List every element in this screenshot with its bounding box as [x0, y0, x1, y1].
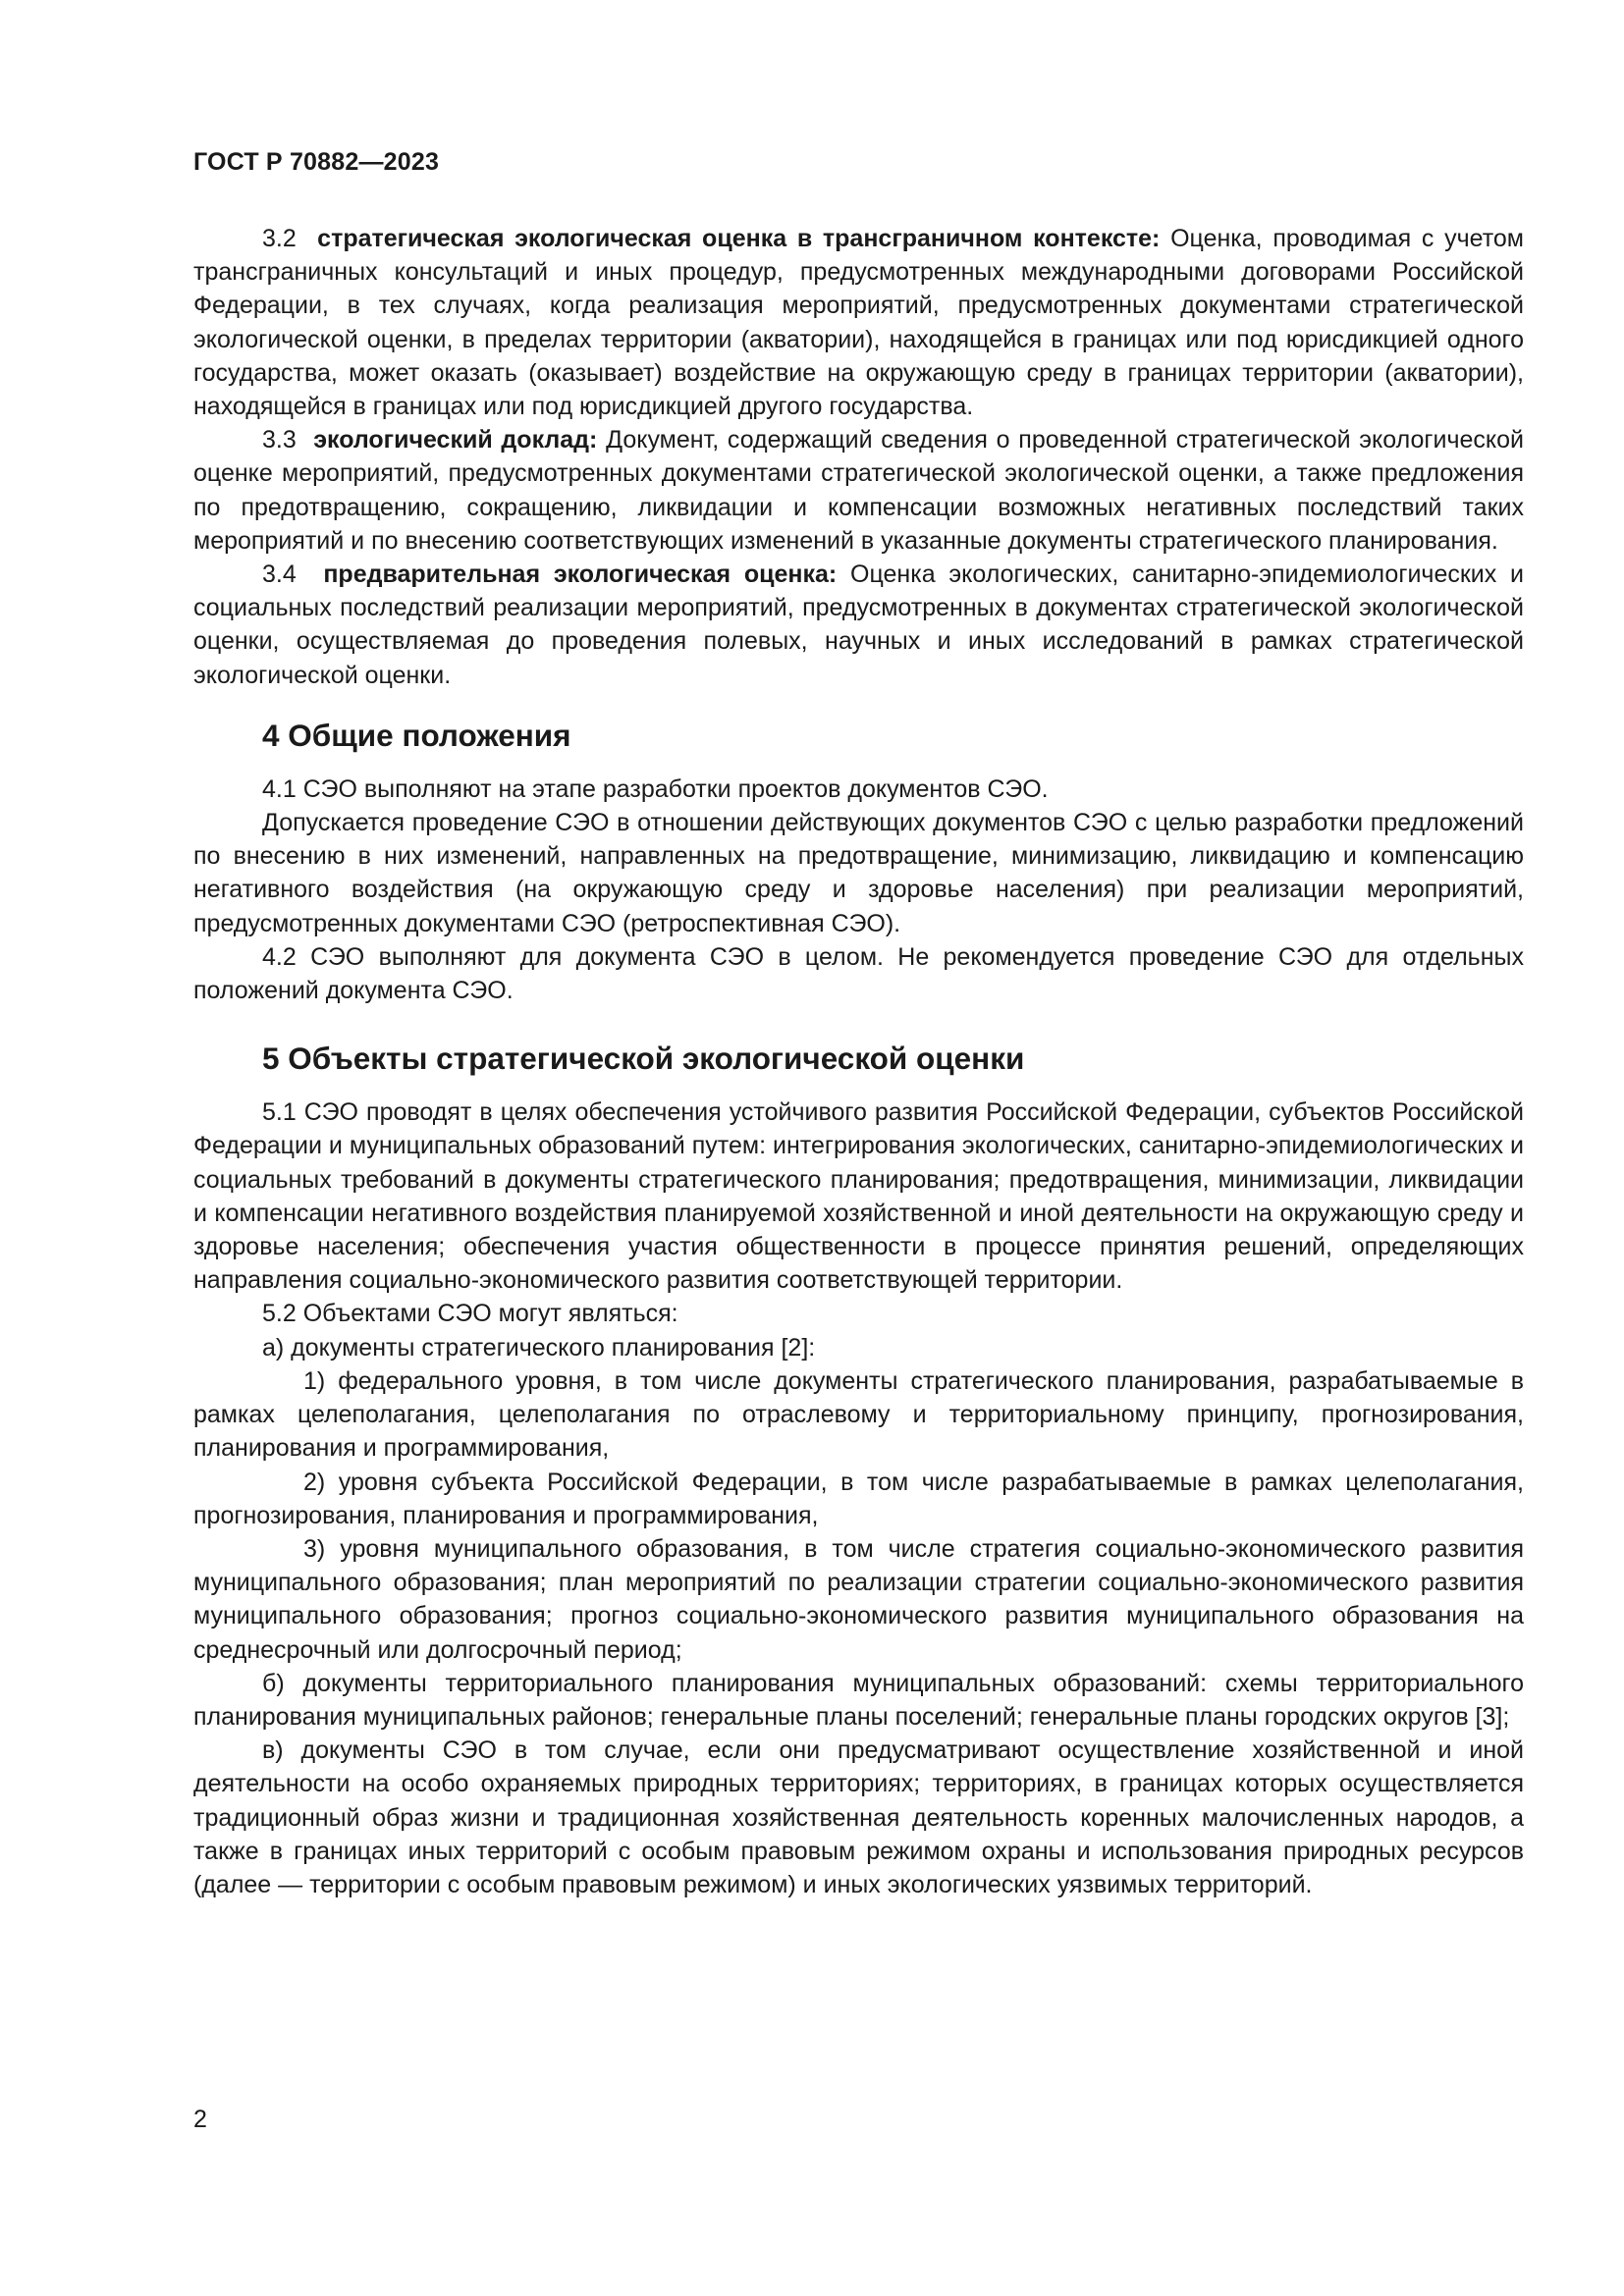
clause-3-4 [193, 558, 1524, 692]
term: стратегическая экологическая оценка в трансграничном контексте: [317, 225, 1161, 252]
clause-4-1-paragraph: Допускается проведение СЭО в отношении действующих документов СЭО с целью разработки предложений по внесению в них изменений, направленных на предотвращение, минимизацию, ликвидацию и компенсацию негативного воздействия (на окружающую среду и здоровье населения) при реализации мероприятий, предусмотренных документами СЭО (ретроспективная СЭО). [193, 809, 1524, 937]
definition: Оценка, проводимая с учетом трансграничных консультаций и иных процедур, предусмотренных международными договорами Российской Федерации, в тех случаях, когда реализация мероприятий, предусмотренных документами стратегической экологической оценки, в пределах территории (акватории), находящейся в границах или под юрисдикцией одного государства, может оказать (оказывает) воздействие на окружающую среду в границах территории (акватории), находящейся в границах или под юрисдикцией другого государства. [193, 225, 1524, 421]
clause-number: 3.4 [262, 561, 297, 589]
definition: Оценка экологических, санитарно-эпидемиологических и социальных последствий реализации мероприятий, предусмотренных в документах стратегической экологической оценки, осуществляемая до проведения полевых, научных и иных исследований в рамках стратегической экологической оценки. [193, 561, 1524, 689]
term: экологический доклад: [313, 426, 598, 454]
clause-4-1: 4.1 СЭО выполняют на этапе разработки проектов документов СЭО. [262, 774, 1049, 803]
section-4-title: 4 Общие положения [262, 717, 571, 753]
clause-number: 3.2 [262, 225, 297, 252]
section-5-title: 5 Объекты стратегической экологической оценки [262, 1041, 1025, 1077]
document-body [193, 222, 1524, 1901]
clause-5-2: 5.2 Объектами СЭО могут являться: [262, 1300, 678, 1328]
page-number: 2 [193, 2106, 207, 2133]
document-code-header: ГОСТ Р 70882—2023 [193, 148, 440, 176]
clause-5-1: 5.1 СЭО проводят в целях обеспечения устойчивого развития Российской Федерации, субъектов Российской Федерации и муниципальных образований путем: интегрирования экологических, санитарно-эпидемиологических и социальных требований в документы стратегического планирования; предотвращения, минимизации, ликвидации и компенсации негативного воздействия планируемой хозяйственной и иной деятельности на окружающую среду и здоровье населения; обеспечения участия общественности в процессе принятия решений, определяющих направления социально-экономического развития соответствующей территории. [193, 1098, 1524, 1295]
list-item-v: в) документы СЭО в том случае, если они предусматривают осуществление хозяйственной и иной деятельности на особо охраняемых природных территориях; территориях, в границах которых осуществляется традиционный образ жизни и традиционная хозяйственная деятельность коренных малочисленных народов, а также в границах иных территорий с особым правовым режимом охраны и использования природных ресурсов (далее — территории с особым правовым режимом) и иных экологических уязвимых территорий. [193, 1736, 1524, 1898]
list-item-a3: 3) уровня муниципального образования, в том числе стратегия социально-экономического развития муниципального образования; план мероприятий по реализации стратегии социально-экономического развития муниципального образования; прогноз социально-экономического развития муниципального образования на среднесрочный или долгосрочный период; [193, 1534, 1524, 1664]
term: предварительная экологическая оценка: [323, 561, 838, 589]
definition: Документ, содержащий сведения о проведенной стратегической экологической оценке мероприятий, предусмотренных документами стратегической экологической оценки, а также предложения по предотвращению, сокращению, ликвидации и компенсации возможных негативных последствий таких мероприятий и по внесению соответствующих изменений в указанные документы стратегического планирования. [193, 426, 1524, 555]
list-item-a: а) документы стратегического планирования [2]: [262, 1333, 816, 1362]
list-item-a2: 2) уровня субъекта Российской Федерации, в том числе разрабатываемые в рамках целеполагания, прогнозирования, планирования и программирования, [193, 1468, 1524, 1529]
clause-4-2: 4.2 СЭО выполняют для документа СЭО в целом. Не рекомендуется проведение СЭО для отдельных положений документа СЭО. [193, 942, 1524, 1005]
clause-3-2 [193, 222, 1524, 423]
list-item-a1: 1) федерального уровня, в том числе документы стратегического планирования, разрабатываемые в рамках целеполагания, целеполагания по отраслевому и территориальному принципу, прогнозирования, планирования и программирования, [193, 1366, 1524, 1463]
list-item-b: б) документы территориального планирования муниципальных образований: схемы территориального планирования муниципальных районов; генеральные планы поселений; генеральные планы городских округов [3]; [193, 1669, 1524, 1731]
clause-3-3 [193, 423, 1524, 558]
clause-number: 3.3 [262, 426, 297, 454]
